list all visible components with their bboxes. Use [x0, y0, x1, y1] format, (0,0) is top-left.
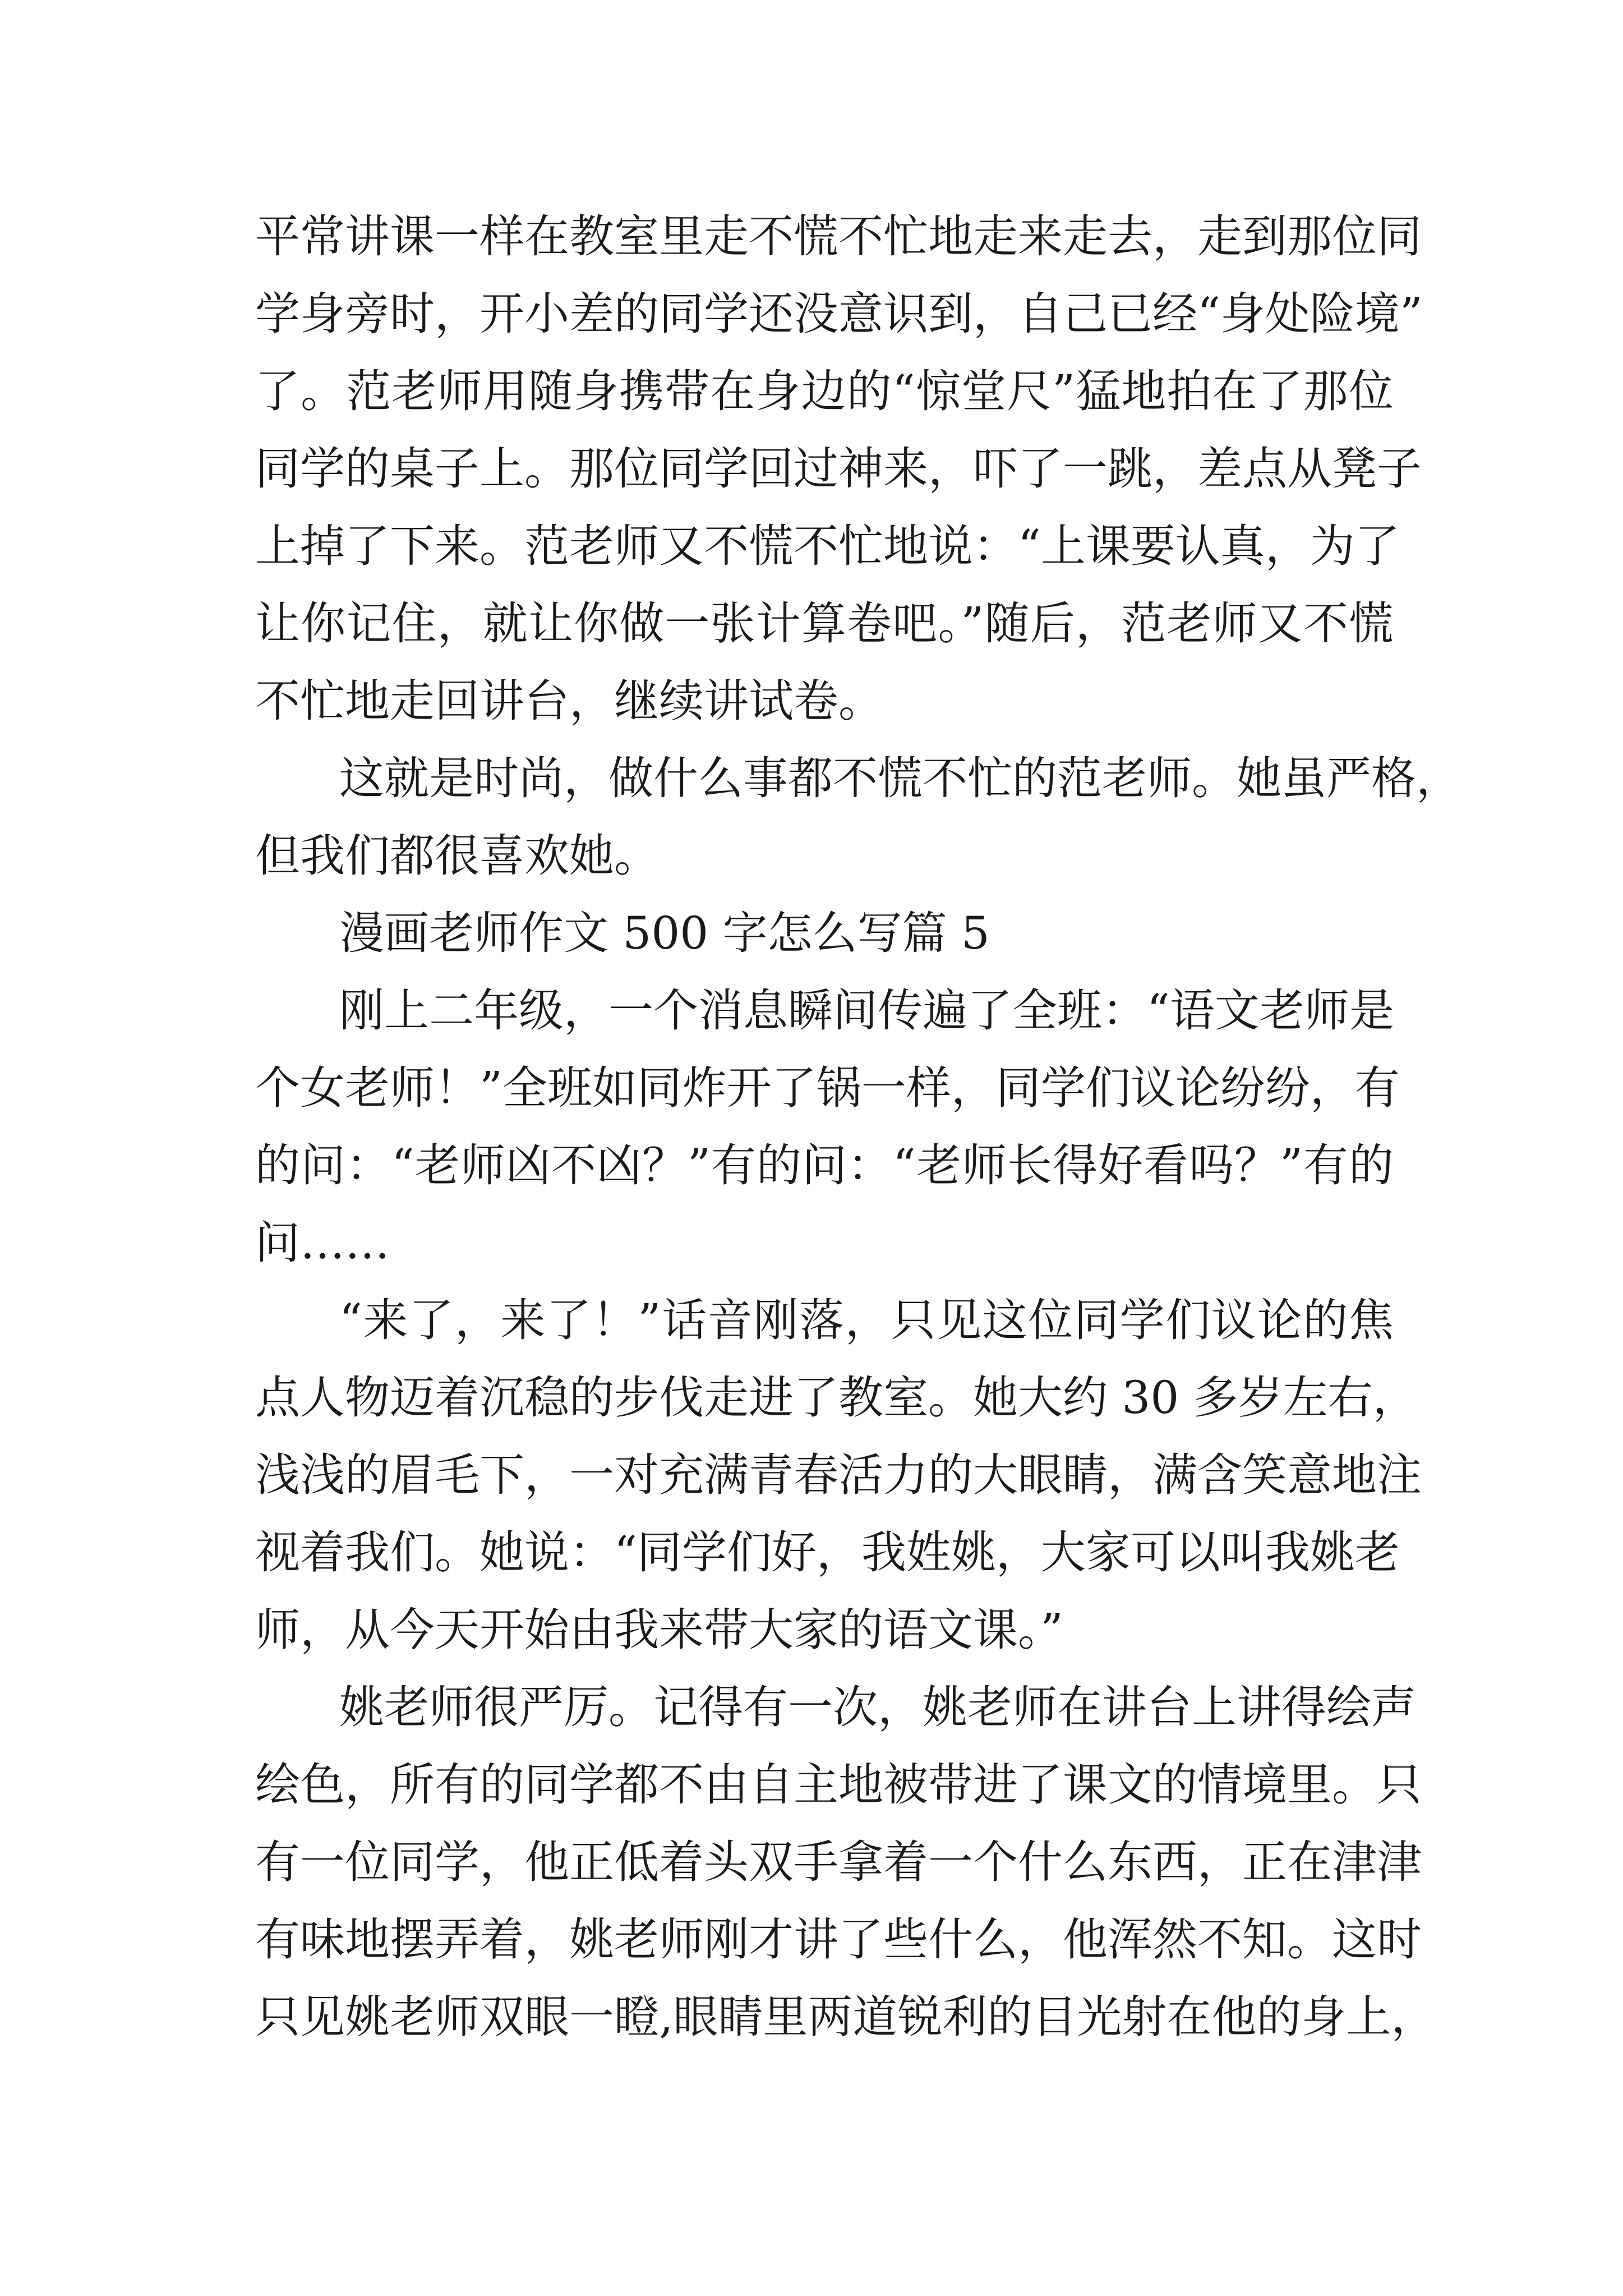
text-line: 让你记住，就让你做一张计算卷吧。”随后，范老师又不慌 [255, 597, 1394, 650]
text-line: 问…… [255, 1217, 390, 1269]
text-line: 这就是时尚，做什么事都不慌不忙的范老师。她虽严格， [339, 752, 1461, 804]
section-heading: 漫画老师作文 500 字怎么写篇 5 [339, 907, 990, 959]
text-line: 但我们都很喜欢她。 [255, 830, 659, 882]
text-line: 师，从今天开始由我来带大家的语文课。” [255, 1604, 1063, 1656]
text-line: 浅浅的眉毛下，一对充满青春活力的大眼睛，满含笑意地注 [255, 1449, 1422, 1501]
text-line: 刚上二年级，一个消息瞬间传遍了全班：“语文老师是 [339, 984, 1394, 1037]
text-line: 不忙地走回讲台，继续讲试卷。 [255, 675, 883, 727]
text-line: 只见姚老师双眼一瞪,眼睛里两道锐利的目光射在他的身上， [255, 1991, 1436, 2043]
text-line: 姚老师很严厉。记得有一次，姚老师在讲台上讲得绘声 [339, 1681, 1416, 1733]
text-line: 个女老师！”全班如同炸开了锅一样，同学们议论纷纷，有 [255, 1062, 1400, 1114]
text-line: 有味地摆弄着，姚老师刚才讲了些什么，他浑然不知。这时 [255, 1913, 1422, 1966]
text-line: 平常讲课一样在教室里走不慌不忙地走来走去，走到那位同 [255, 210, 1422, 263]
text-line: 点人物迈着沉稳的步伐走进了教室。她大约 30 多岁左右， [255, 1372, 1418, 1424]
text-line: 绘色，所有的同学都不由自主地被带进了课文的情境里。只 [255, 1759, 1422, 1811]
text-line: 有一位同学，他正低着头双手拿着一个什么东西，正在津津 [255, 1836, 1422, 1888]
text-line: 了。范老师用随身携带在身边的“惊堂尺”猛地拍在了那位 [255, 365, 1394, 417]
text-line: 的问：“老师凶不凶？”有的问：“老师长得好看吗？”有的 [255, 1139, 1394, 1191]
text-line: “来了，来了！”话音刚落，只见这位同学们议论的焦 [339, 1294, 1394, 1346]
text-line: 学身旁时，开小差的同学还没意识到，自己已经“身处险境” [255, 288, 1423, 340]
text-line: 同学的桌子上。那位同学回过神来，吓了一跳，差点从凳子 [255, 443, 1422, 495]
text-line: 上掉了下来。范老师又不慌不忙地说：“上课要认真，为了 [255, 520, 1400, 572]
text-line: 视着我们。她说：“同学们好，我姓姚，大家可以叫我姚老 [255, 1526, 1400, 1579]
